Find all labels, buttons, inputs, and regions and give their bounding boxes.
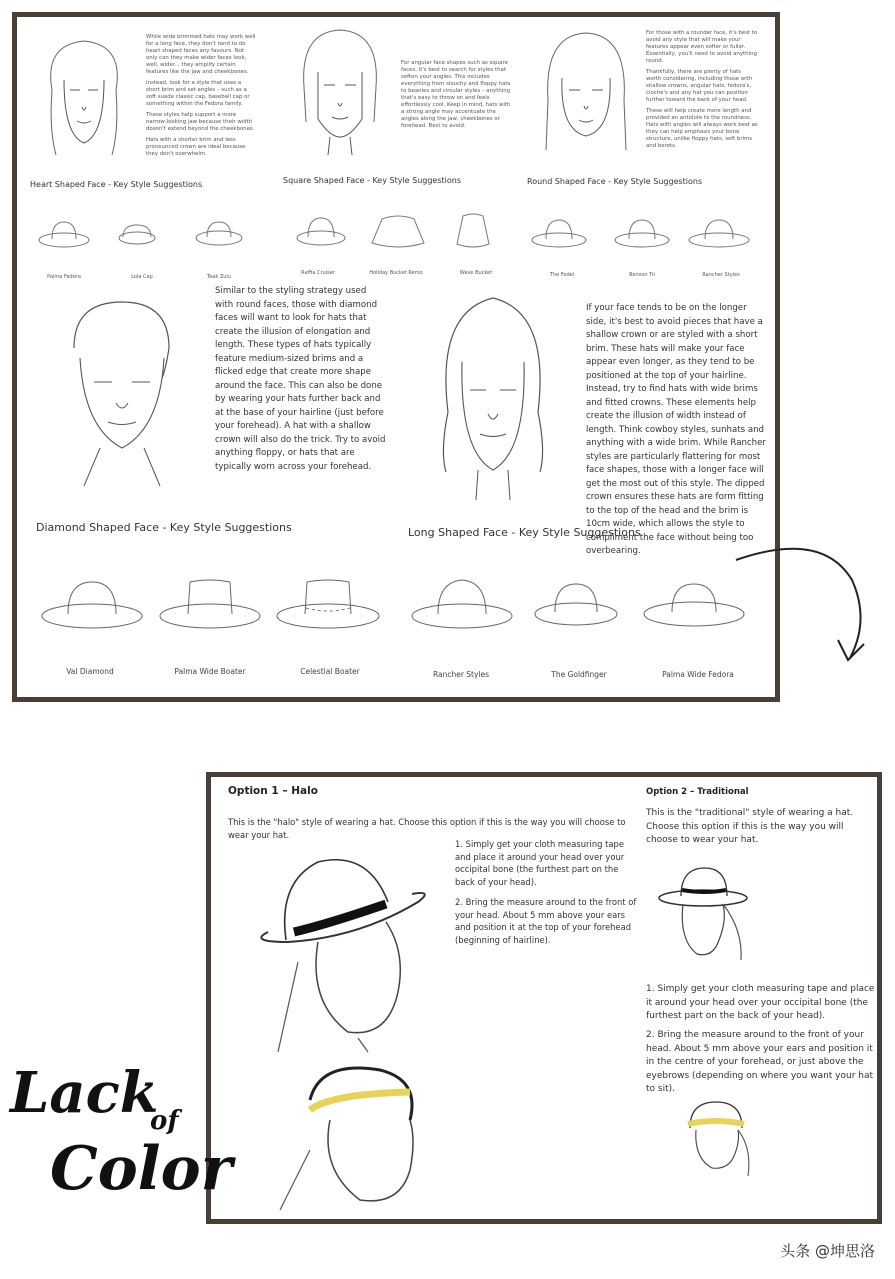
- hat-label: Wave Bucket: [459, 270, 493, 276]
- hat-label: Lola Cap: [131, 274, 153, 280]
- logo-word-lack: Lack: [10, 1060, 159, 1126]
- hat-label: Teak Zulu: [207, 274, 231, 280]
- man-with-tape-illustration: [270, 1060, 440, 1210]
- hat-sketch: [688, 216, 750, 250]
- logo-word-of: of: [150, 1106, 179, 1136]
- hat-sketch: [40, 578, 144, 632]
- round-face-sketch: [536, 30, 636, 160]
- hat-sketch: [117, 220, 157, 248]
- hat-sketch: [38, 218, 90, 250]
- hat-label: Rancher Styles: [432, 670, 490, 679]
- option2-title: Option 2 – Traditional: [646, 787, 749, 797]
- heart-heading: Heart Shaped Face - Key Style Suggestions: [30, 180, 203, 189]
- hat-sketch: [533, 580, 619, 632]
- square-face-sketch: [290, 27, 390, 157]
- logo-word-color: Color: [50, 1134, 233, 1204]
- hat-label: Palma Wide Fedora: [662, 670, 734, 679]
- long-heading: Long Shaped Face - Key Style Suggestions: [408, 526, 641, 539]
- hat-label: Celestial Boater: [300, 667, 360, 676]
- round-heading: Round Shaped Face - Key Style Suggestions: [527, 177, 703, 186]
- hat-sketch: [410, 576, 514, 634]
- heart-face-sketch: [34, 35, 134, 160]
- man-with-hat-illustration: [238, 842, 448, 1052]
- diamond-face-sketch: [54, 298, 189, 488]
- option2-step2: 2. Bring the measure around to the front of your head. About 5 mm above your ears and position it in the centre of your forehead, or just above the eyebrows (depending on where you want your hat to sit).: [646, 1030, 874, 1095]
- hat-sketch: [614, 216, 670, 250]
- hat-label: Palma Wide Boater: [174, 667, 246, 676]
- hat-sketch: [275, 576, 381, 632]
- hat-label: Raffia Cruiser: [301, 270, 335, 276]
- curved-arrow-icon: [732, 540, 872, 670]
- hat-label: The Fedel: [549, 272, 575, 278]
- square-heading: Square Shaped Face - Key Style Suggestions: [283, 176, 462, 185]
- hat-sketch: [158, 576, 262, 632]
- round-text: For those with a rounder face, it's best to avoid any style that will make your features appear even softer or fuller. Essentially, you'll need to avoid anything round. Thankfully, there are plenty of hats worth considering, including those with shallow crowns, angular hats, fedora's, cloche's and any hat you can position further toward the back of your head. These will help create more length and provided an antidote to the roundness. Hats with angles will always work best as they can help emphasis your bone structure, unlike floppy hats, soft brims and berets.: [646, 30, 758, 149]
- hat-label: Rancher Styles: [702, 272, 740, 278]
- hat-sketch: [531, 216, 587, 250]
- diamond-heading: Diamond Shaped Face - Key Style Suggestions: [36, 521, 292, 534]
- hat-label: Palma Fedora: [47, 274, 81, 280]
- watermark: 头条 @坤思洛: [780, 1242, 875, 1260]
- hat-sketch: [296, 214, 346, 248]
- option1-step1: 1. Simply get your cloth measuring tape and place it around your head over your occipital bone (the furthest part on the back of your head).: [455, 839, 625, 887]
- square-text: For angular face shapes such as square faces, it's best to search for styles that soften your angles. This includes everything from slouchy and floppy hats to beanies and circular styles – anything that's easy to throw on and feels effortlessly cool. Keep in mind, hats with a strong angle may accentuate the angles along the jaw, cheekbones or forehead. Best to avoid.: [401, 60, 511, 129]
- hat-label: The Goldfinger: [551, 670, 607, 679]
- woman-with-hat-illustration: [653, 860, 753, 970]
- option1-step2: 2. Bring the measure around to the front of your head. About 5 mm above your ears and position it at the top of your forehead (beginning of hairline).: [455, 897, 637, 945]
- hat-sketch: [642, 580, 746, 632]
- hat-sketch: [195, 218, 243, 248]
- heart-text: While wide brimmed hats may work well for a long face, they don't tend to do heart shaped faces any favours. Not only can they make wider faces look, well, wider... they amplify certain features like the jaw and cheekbones. Instead, look for a style that uses a short brim and set angles – such as a soft suede classic cap, baseball cap or something within the Fedora family. These styles help support a more narrow-looking jaw because their width doesn't extend beyond the cheekbones. Hats with a shorter brim and less pronounced crown are ideal because they don't overwhelm.: [146, 34, 256, 157]
- hat-label: Holiday Bucket Remo: [369, 270, 423, 276]
- long-text: If your face tends to be on the longer side, it's best to avoid pieces that have a shallow crown or are styled with a short brim. These hats will make your face appear even longer, as they tend to be positioned at the top of your hairline. Instead, try to find hats with wide brims and fitted crowns. These elements help create the illusion of width instead of length. Think cowboy styles, sunhats and anything with a wide brim. While Rancher styles are particularly flattering for most face shapes, those with a longer face will get the most out of this style. The dipped crown ensures these hats are form fitting to the top of the head and the brim is 10cm wide, which allows the style to compliment the face without being too overbearing.: [586, 303, 766, 556]
- long-face-sketch: [428, 292, 558, 502]
- hat-sketch: [370, 213, 426, 249]
- hat-label: Benson Tri: [629, 272, 655, 278]
- hat-label: Val Diamond: [66, 667, 114, 676]
- option2-intro: This is the "traditional" style of wearing a hat. Choose this option if this is the way you will choose to wear your hat.: [646, 808, 854, 846]
- hat-sketch: [453, 212, 493, 248]
- option1-intro: This is the "halo" style of wearing a hat. Choose this option if this is the way you will choose to wear your hat.: [228, 817, 626, 840]
- option1-title: Option 1 – Halo: [228, 785, 318, 797]
- diamond-text: Similar to the styling strategy used with round faces, those with diamond faces will want to look for hats that create the illusion of elongation and length. These types of hats typically feature medium-sized brims and a flicked edge that create more shape around the face. This can also be done by wearing your hats further back and at the base of your hairline (just before your forehead). A hat with a shallow crown will also do the trick. Try to avoid anything floppy, or hats that are typically worn across your forehead.: [215, 286, 386, 472]
- option2-step1: 1. Simply get your cloth measuring tape and place it around your head over your occipital bone (the furthest part on the back of your head).: [646, 984, 875, 1022]
- woman-with-tape-illustration: [676, 1098, 756, 1178]
